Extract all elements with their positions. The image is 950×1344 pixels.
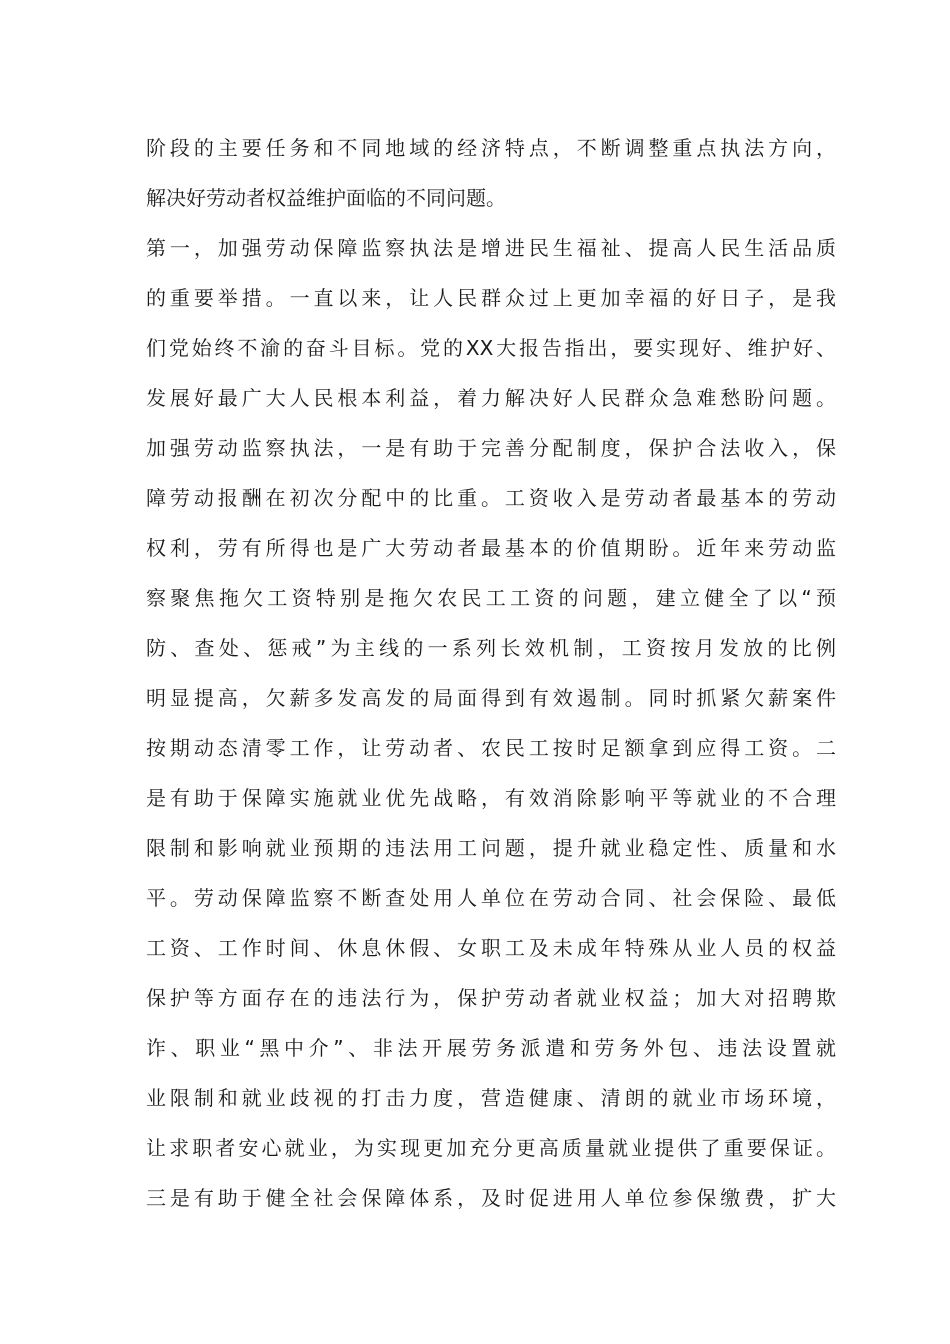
text-line: 保护等方面存在的违法行为，保护劳动者就业权益；加大对招聘欺 xyxy=(146,986,836,1010)
text-line: 诈、职业“黑中介”、非法开展劳务派遣和劳务外包、违法设置就 xyxy=(146,1036,836,1060)
text-line: 察聚焦拖欠工资特别是拖欠农民工工资的问题，建立健全了以“预 xyxy=(146,586,836,610)
text-line: 阶段的主要任务和不同地域的经济特点，不断调整重点执法方向， xyxy=(146,136,836,160)
text-line: 第一，加强劳动保障监察执法是增进民生福祉、提高人民生活品质 xyxy=(146,236,836,260)
text-line: 让求职者安心就业，为实现更加充分更高质量就业提供了重要保证。 xyxy=(146,1136,836,1160)
text-line: 们党始终不渝的奋斗目标。党的XX大报告指出，要实现好、维护好、 xyxy=(146,336,836,360)
text-line: 业限制和就业歧视的打击力度，营造健康、清朗的就业市场环境， xyxy=(146,1086,836,1110)
text-line: 按期动态清零工作，让劳动者、农民工按时足额拿到应得工资。二 xyxy=(146,736,836,760)
text-line: 的重要举措。一直以来，让人民群众过上更加幸福的好日子，是我 xyxy=(146,286,836,310)
text-line: 平。劳动保障监察不断查处用人单位在劳动合同、社会保险、最低 xyxy=(146,886,836,910)
text-line: 解决好劳动者权益维护面临的不同问题。 xyxy=(146,186,506,210)
body-text xyxy=(146,129,836,1229)
text-line: 是有助于保障实施就业优先战略，有效消除影响平等就业的不合理 xyxy=(146,786,836,810)
text-line: 加强劳动监察执法，一是有助于完善分配制度，保护合法收入，保 xyxy=(146,436,836,460)
text-line: 三是有助于健全社会保障体系，及时促进用人单位参保缴费，扩大 xyxy=(146,1186,836,1210)
text-line: 防、查处、惩戒”为主线的一系列长效机制，工资按月发放的比例 xyxy=(146,636,836,660)
text-line: 发展好最广大人民根本利益，着力解决好人民群众急难愁盼问题。 xyxy=(146,386,836,410)
text-line: 限制和影响就业预期的违法用工问题，提升就业稳定性、质量和水 xyxy=(146,836,836,860)
text-line: 障劳动报酬在初次分配中的比重。工资收入是劳动者最基本的劳动 xyxy=(146,486,836,510)
text-line: 明显提高，欠薪多发高发的局面得到有效遏制。同时抓紧欠薪案件 xyxy=(146,686,836,710)
text-line: 工资、工作时间、休息休假、女职工及未成年特殊从业人员的权益 xyxy=(146,936,836,960)
text-line: 权利，劳有所得也是广大劳动者最基本的价值期盼。近年来劳动监 xyxy=(146,536,836,560)
